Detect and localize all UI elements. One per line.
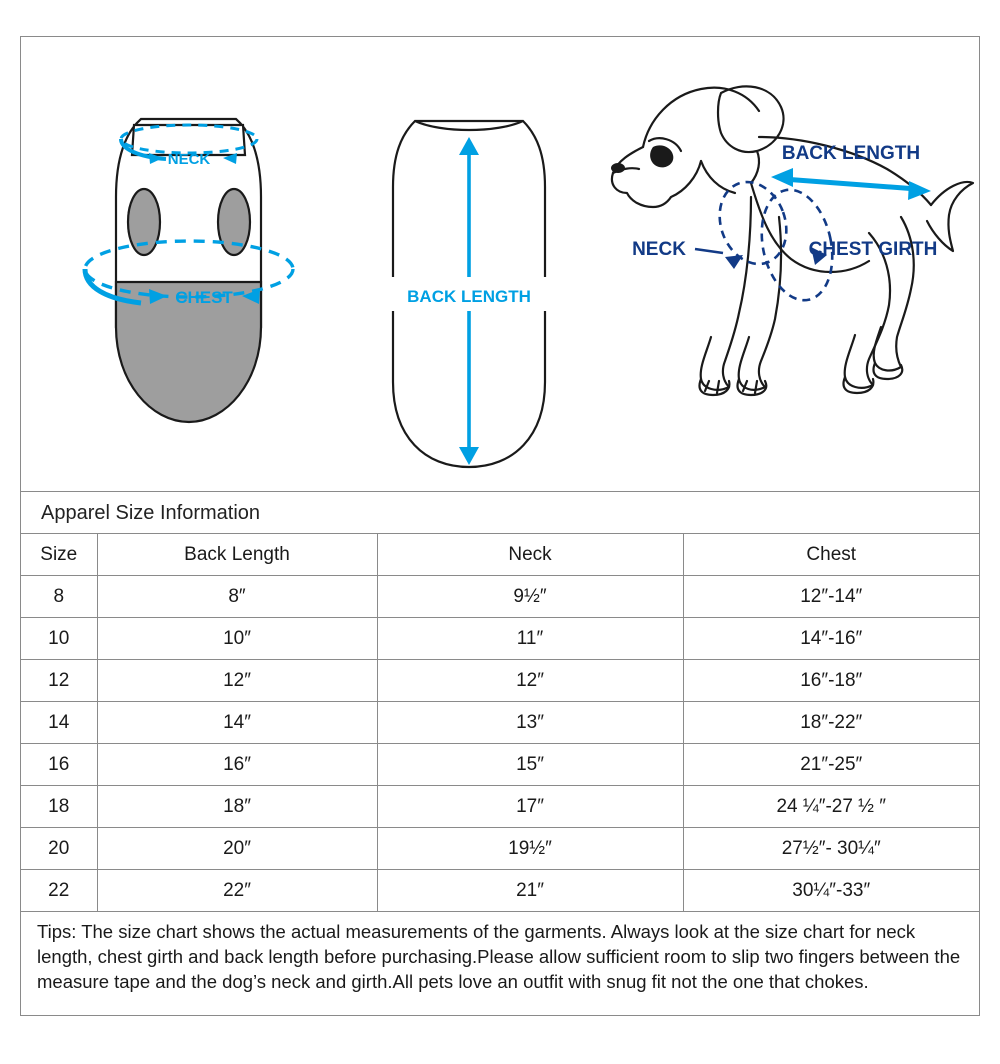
- dog-neck-arrow: [725, 255, 743, 269]
- cell-neck: 9½″: [377, 576, 683, 618]
- cell-neck: 13″: [377, 702, 683, 744]
- dog-back-length-label: BACK LENGTH: [781, 143, 921, 164]
- dog-back-length-line: [783, 179, 917, 189]
- cell-back-length: 20″: [97, 828, 377, 870]
- cell-neck: 11″: [377, 618, 683, 660]
- cell-neck: 21″: [377, 870, 683, 912]
- table-title: Apparel Size Information: [21, 492, 979, 534]
- cell-chest: 14″-16″: [683, 618, 979, 660]
- table-row: [21, 702, 979, 744]
- cell-back-length: 8″: [97, 576, 377, 618]
- cell-back-length: 10″: [97, 618, 377, 660]
- table-row: [21, 786, 979, 828]
- cell-size: 18: [21, 786, 97, 828]
- cell-chest: 21″-25″: [683, 744, 979, 786]
- dog-neck-label: NECK: [632, 239, 686, 260]
- cell-size: 12: [21, 660, 97, 702]
- table-row: [21, 660, 979, 702]
- table-row: [21, 744, 979, 786]
- table-row: [21, 576, 979, 618]
- tips-text: Tips: The size chart shows the actual measurements of the garments. Always look at the size chart for neck length, chest girth and back length before purchasing.Please allow sufficient room to slip two fingers between the measure tape and the dog’s neck and girth.All pets love an outfit with snug fit not the one that chokes.: [21, 911, 979, 1005]
- cell-chest: 24 ¼″-27 ½ ″: [683, 786, 979, 828]
- dog-neck-leader: [695, 249, 723, 253]
- table-row: [21, 618, 979, 660]
- cell-chest: 16″-18″: [683, 660, 979, 702]
- cell-neck: 12″: [377, 660, 683, 702]
- cell-back-length: 18″: [97, 786, 377, 828]
- table-row: [21, 828, 979, 870]
- header-back-length: Back Length: [97, 534, 377, 576]
- diagram-dog: [601, 37, 979, 492]
- cell-chest: 18″-22″: [683, 702, 979, 744]
- size-chart-sheet: [20, 36, 980, 1016]
- cell-back-length: 16″: [97, 744, 377, 786]
- dog-back-length-arrow-left: [771, 168, 793, 187]
- cell-size: 16: [21, 744, 97, 786]
- cell-neck: 17″: [377, 786, 683, 828]
- chest-label: CHEST: [175, 288, 233, 307]
- header-neck: Neck: [377, 534, 683, 576]
- size-table: [21, 534, 979, 911]
- cell-size: 8: [21, 576, 97, 618]
- cell-back-length: 14″: [97, 702, 377, 744]
- cell-chest: 30¼″-33″: [683, 870, 979, 912]
- table-header-row: [21, 534, 979, 576]
- table-row: [21, 870, 979, 912]
- cell-size: 14: [21, 702, 97, 744]
- diagram-garment-back: [321, 37, 601, 492]
- cell-size: 22: [21, 870, 97, 912]
- header-chest: Chest: [683, 534, 979, 576]
- dog-back-length-arrow-right: [908, 181, 931, 200]
- cell-neck: 19½″: [377, 828, 683, 870]
- cell-size: 10: [21, 618, 97, 660]
- diagram-garment-front: [21, 37, 321, 492]
- cell-size: 20: [21, 828, 97, 870]
- dog-chest-girth-label: CHEST GIRTH: [808, 239, 938, 260]
- neck-label: NECK: [167, 151, 211, 168]
- cell-neck: 15″: [377, 744, 683, 786]
- cell-chest: 27½″- 30¼″: [683, 828, 979, 870]
- cell-chest: 12″-14″: [683, 576, 979, 618]
- cell-back-length: 22″: [97, 870, 377, 912]
- header-size: Size: [21, 534, 97, 576]
- cell-back-length: 12″: [97, 660, 377, 702]
- back-length-label: BACK LENGTH: [407, 287, 531, 306]
- diagram-panel: [21, 37, 979, 492]
